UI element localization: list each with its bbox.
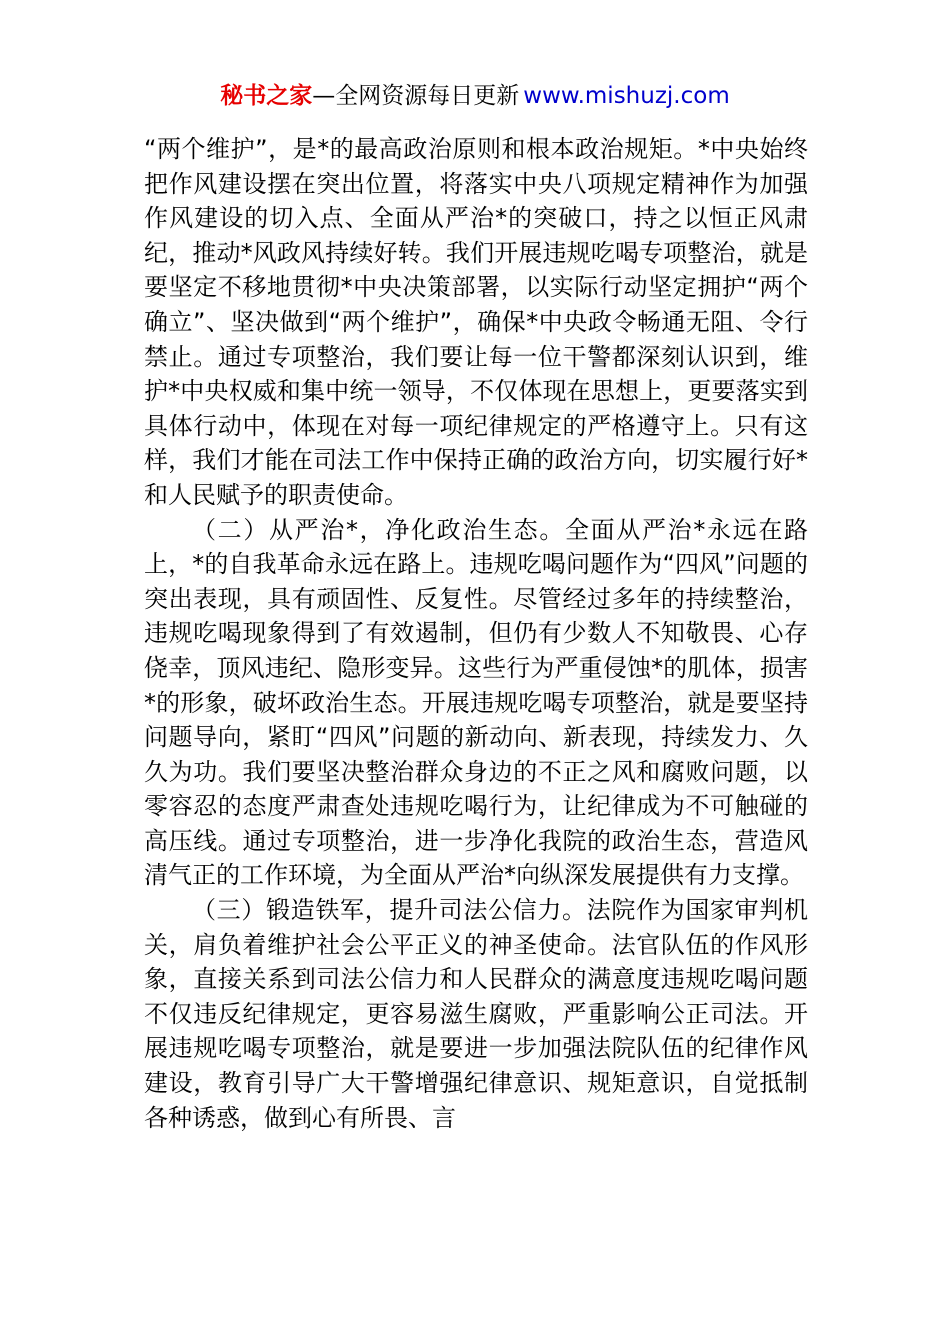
body-paragraph-3: （三）锻造铁军，提升司法公信力。法院作为国家审判机关，肩负着维护社会公平正义的神圣使命。法官队伍的作风形象，直接关系到司法公信力和人民群众的满意度违规吃喝问题不仅违反纪律规定，更容易滋生腐败，严重影响公正司法。开展违规吃喝专项整治，就是要进一步加强法院队伍的纪律作风建设，教育引导广大干警增强纪律意识、规矩意识，自觉抵制各种诱惑，做到心有所畏、言 — [144, 896, 808, 1132]
site-header — [0, 80, 950, 112]
site-tagline: —全网资源每日更新 — [312, 83, 520, 109]
site-url-link[interactable]: www.mishuzj.com — [523, 83, 730, 109]
body-paragraph-2: （二）从严治*，净化政治生态。全面从严治*永远在路上，*的自我革命永远在路上。违规吃喝问题作为“四风”问题的突出表现，具有顽固性、反复性。尽管经过多年的持续整治，违规吃喝现象得到了有效遏制，但仍有少数人不知敬畏、心存侥幸，顶风违纪、隐形变异。这些行为严重侵蚀*的肌体，损害*的形象，破坏政治生态。开展违规吃喝专项整治，就是要坚持问题导向，紧盯“四风”问题的新动向、新表现，持续发力、久久为功。我们要坚决整治群众身边的不正之风和腐败问题，以零容忍的态度严肃查处违规吃喝行为，让纪律成为不可触碰的高压线。通过专项整治，进一步净化我院的政治生态，营造风清气正的工作环境，为全面从严治*向纵深发展提供有力支撑。 — [144, 515, 808, 890]
site-brand: 秘书之家 — [220, 83, 313, 109]
body-paragraph-1: “两个维护”，是*的最高政治原则和根本政治规矩。*中央始终把作风建设摆在突出位置，将落实中央八项规定精神作为加强作风建设的切入点、全面从严治*的突破口，持之以恒正风肃纪，推动*风政风持续好转。我们开展违规吃喝专项整治，就是要坚定不移地贯彻*中央决策部署，以实际行动坚定拥护“两个确立”、坚决做到“两个维护”，确保*中央政令畅通无阻、令行禁止。通过专项整治，我们要让每一位干警都深刻认识到，维护*中央权威和集中统一领导，不仅体现在思想上，更要落实到具体行动中，体现在对每一项纪律规定的严格遵守上。只有这样，我们才能在司法工作中保持正确的政治方向，切实履行好*和人民赋予的职责使命。 — [144, 135, 808, 509]
document-body — [144, 132, 808, 1135]
